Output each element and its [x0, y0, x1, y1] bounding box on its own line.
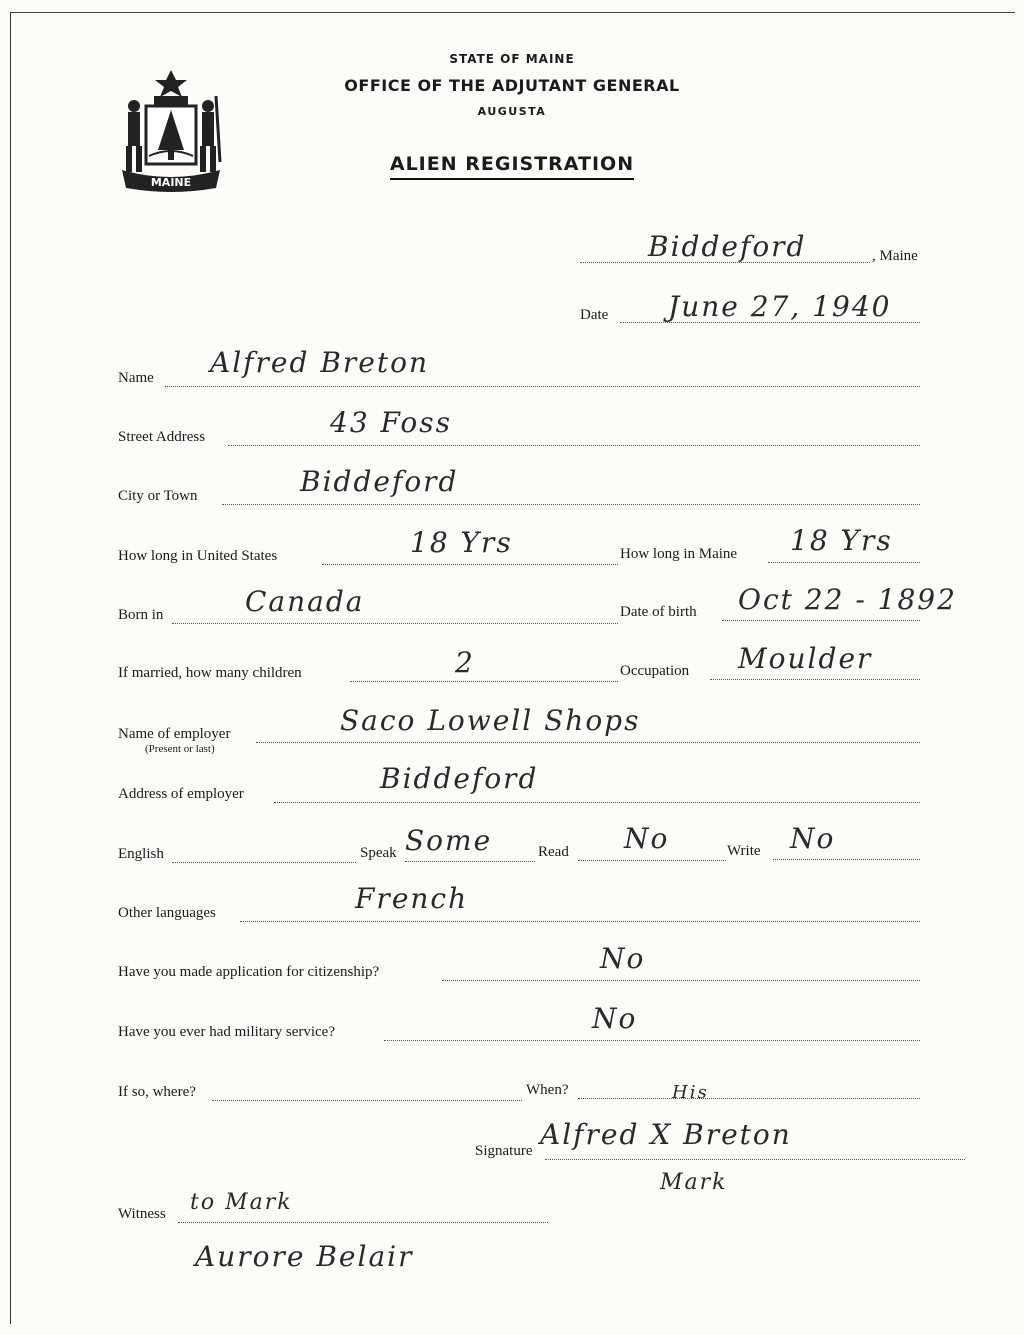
read-line [578, 860, 726, 861]
signature-his: His [672, 1082, 709, 1103]
city-line [222, 504, 920, 505]
how-long-me-label: How long in Maine [620, 546, 738, 562]
married-children-label: If married, how many children [118, 665, 302, 681]
employer-value: Saco Lowell Shops [340, 704, 641, 737]
city-heading: AUGUSTA [477, 105, 547, 118]
other-languages-label: Other languages [118, 905, 216, 921]
city-value: Biddeford [300, 465, 459, 498]
signature-line [545, 1159, 965, 1160]
occupation-label: Occupation [620, 663, 690, 679]
read-value: No [624, 822, 670, 855]
street-label: Street Address [118, 429, 206, 445]
how-long-me-line [768, 562, 920, 563]
employer-address-label: Address of employer [118, 786, 244, 802]
when-label: When? [526, 1082, 569, 1098]
how-long-me-value: 18 Yrs [790, 524, 893, 557]
employer-address-value: Biddeford [380, 762, 539, 795]
english-label: English [118, 846, 164, 862]
street-value: 43 Foss [330, 406, 453, 439]
state-heading: STATE OF MAINE [449, 52, 575, 66]
speak-label: Speak [360, 845, 397, 861]
how-long-us-value: 18 Yrs [410, 526, 513, 559]
name-value: Alfred Breton [210, 346, 429, 379]
citizenship-label: Have you made application for citizenship? [118, 964, 380, 980]
other-languages-value: French [355, 882, 469, 915]
witness-value-line2: Aurore Belair [195, 1240, 414, 1273]
date-label: Date [580, 307, 609, 323]
how-long-us-label: How long in United States [118, 548, 278, 564]
occupation-line [710, 679, 920, 680]
if-so-where-label: If so, where? [118, 1084, 196, 1100]
employer-line [256, 742, 920, 743]
name-line [165, 386, 920, 387]
town-value: Biddeford [648, 230, 807, 263]
other-languages-line [240, 921, 920, 922]
military-line [384, 1040, 920, 1041]
when-line [578, 1098, 920, 1099]
how-long-us-line [322, 564, 618, 565]
date-of-birth-value: Oct 22 - 1892 [738, 583, 957, 616]
english-line [172, 862, 356, 863]
witness-label: Witness [118, 1206, 166, 1222]
city-label: City or Town [118, 488, 198, 504]
occupation-value: Moulder [738, 642, 873, 675]
write-value: No [790, 822, 836, 855]
maine-label: , Maine [872, 248, 918, 264]
form-title: ALIEN REGISTRATION [0, 153, 1024, 175]
born-in-value: Canada [245, 585, 365, 618]
born-in-line [172, 623, 618, 624]
name-label: Name [118, 370, 154, 386]
write-line [773, 859, 920, 860]
office-heading: OFFICE OF THE ADJUTANT GENERAL [344, 76, 680, 95]
employer-label: Name of employer [118, 726, 231, 742]
speak-value: Some [405, 824, 493, 857]
military-label: Have you ever had military service? [118, 1024, 335, 1040]
citizenship-value: No [600, 942, 646, 975]
married-children-line [350, 681, 618, 682]
witness-line [178, 1222, 548, 1223]
seal-text: MAINE [150, 176, 192, 189]
children-value: 2 [455, 646, 475, 679]
write-label: Write [727, 843, 761, 859]
employer-address-line [274, 802, 920, 803]
employer-sublabel: (Present or last) [145, 743, 215, 755]
military-value: No [592, 1002, 638, 1035]
date-of-birth-label: Date of birth [620, 604, 697, 620]
witness-value-line1: to Mark [190, 1190, 293, 1215]
signature-mark: Mark [660, 1170, 728, 1195]
speak-line [405, 861, 535, 862]
date-value: June 27, 1940 [668, 290, 892, 323]
citizenship-line [442, 980, 920, 981]
date-of-birth-line [722, 620, 920, 621]
born-in-label: Born in [118, 607, 164, 623]
if-so-where-line [212, 1100, 522, 1101]
read-label: Read [538, 844, 569, 860]
signature-value: Alfred X Breton [540, 1118, 792, 1151]
street-line [228, 445, 920, 446]
signature-label: Signature [475, 1143, 533, 1159]
